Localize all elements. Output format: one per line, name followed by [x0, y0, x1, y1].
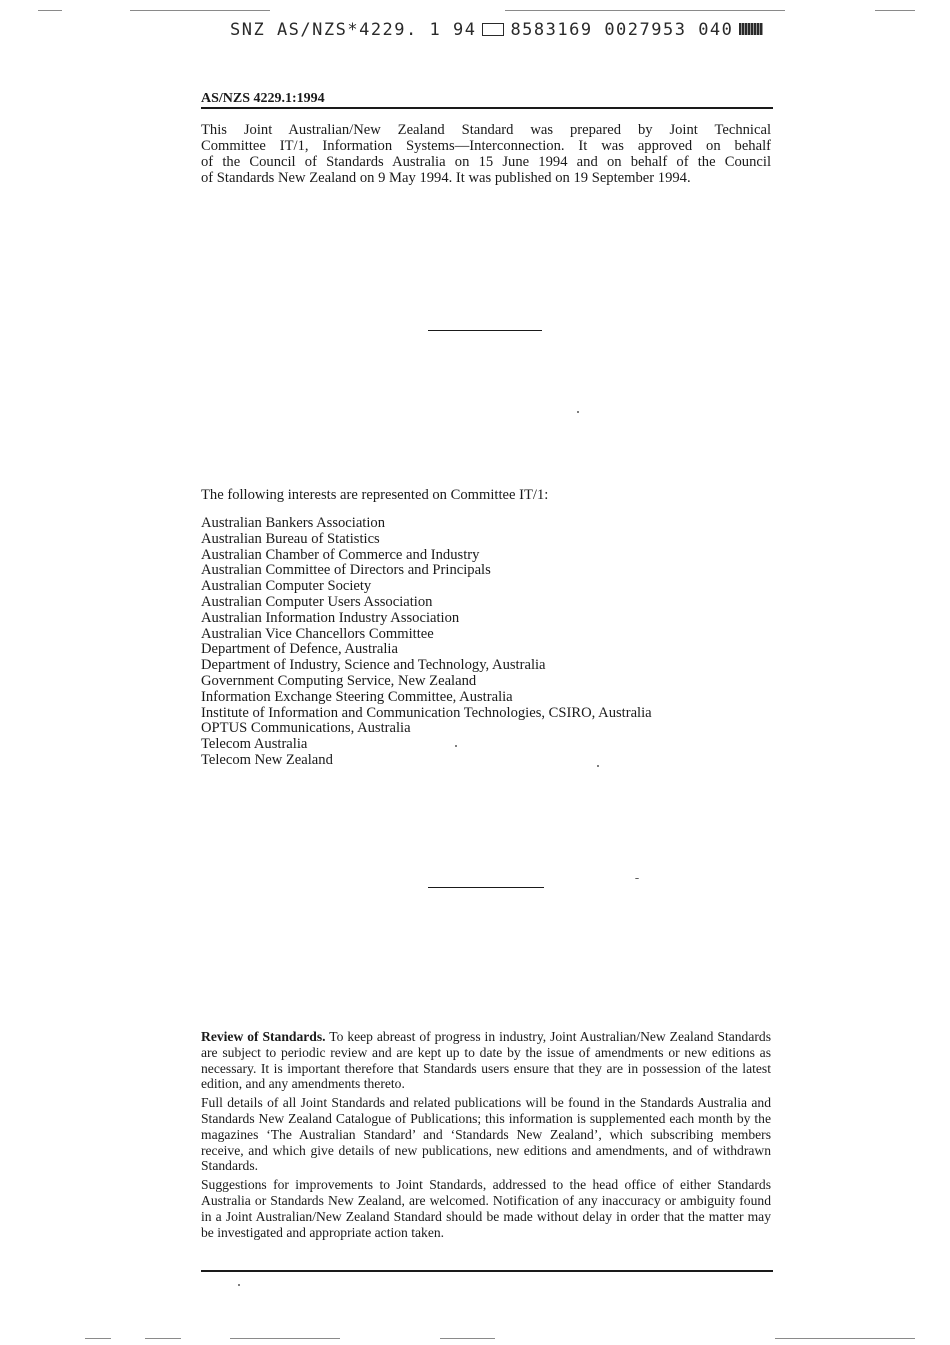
- scan-mark-bottom-4: [440, 1338, 495, 1339]
- list-item: Telecom New Zealand: [201, 751, 333, 768]
- header-rule: [201, 107, 773, 109]
- review-paragraph-1-text: To keep abreast of progress in industry, Joint Australian/New Zealand Standards are subject to periodic review and are kept up to date by the issue of amendments or new editions as necessary. It is important therefore that Standards users ensure that they are in possession of the latest edition, and any amendments thereto.: [201, 1029, 771, 1092]
- section-separator-1: [428, 330, 542, 331]
- section-separator-2: [428, 887, 544, 888]
- document-number: AS/NZS 4229.1:1994: [201, 91, 325, 106]
- approval-statement: [201, 122, 771, 186]
- list-item: Telecom Australia: [201, 736, 308, 753]
- list-item: OPTUS Communications, Australia: [201, 720, 411, 737]
- review-paragraph-2: Full details of all Joint Standards and related publications will be found in the Standards Australia and Standards New Zealand Catalogue of Publications; this information is supplemented each month by the magazines ‘The Australian Standard’ and ‘Standards New Zealand’, which subscribing members receive, and which give details of new publications, new editions and amendments, and of withdrawn Standards.: [201, 1095, 771, 1174]
- list-item: Australian Computer Users Association: [201, 593, 433, 610]
- scan-mark-top-left-2: [130, 10, 270, 11]
- scan-speck: [635, 878, 639, 879]
- list-item: Australian Bankers Association: [201, 515, 386, 531]
- list-item: Australian Bureau of Statistics: [201, 530, 380, 547]
- list-item: Department of Defence, Australia: [201, 641, 398, 658]
- scan-mark-bottom-2: [145, 1338, 181, 1339]
- committee-heading: The following interests are represented on Committee IT/1:: [201, 487, 549, 503]
- footer-rule: [201, 1270, 773, 1272]
- scan-mark-bottom-1: [85, 1338, 111, 1339]
- scan-box-icon: [482, 23, 504, 36]
- review-title: Review of Standards.: [201, 1029, 326, 1044]
- scan-code-header: [230, 20, 763, 40]
- review-paragraph-3: Suggestions for improvements to Joint Standards, addressed to the head office of either Standards Australia or Standards New Zealand, are welcomed. Notification of any inaccuracy or ambiguity found in a Joint Australian/New Zealand Standard should be made without delay in order that the matter may be investigated and appropriate action taken.: [201, 1177, 771, 1240]
- list-item: Australian Vice Chancellors Committee: [201, 625, 434, 642]
- scan-speck: [597, 765, 599, 767]
- scan-mark-top-right: [505, 10, 785, 11]
- approval-line-4: of Standards New Zealand on 9 May 1994. It was published on 19 September 1994.: [201, 170, 691, 186]
- list-item: Government Computing Service, New Zealand: [201, 672, 477, 689]
- scan-speck: [577, 411, 579, 413]
- approval-line-2: Committee IT/1, Information Systems—Interconnection. It was approved on behalf: [201, 138, 771, 154]
- scan-mark-bottom-5: [775, 1338, 915, 1339]
- list-item: Australian Committee of Directors and Principals: [201, 562, 491, 579]
- review-of-standards: [201, 1029, 771, 1243]
- scan-mark-top-left: [38, 10, 62, 11]
- review-paragraph-1: [201, 1029, 771, 1092]
- approval-line-3: of the Council of Standards Australia on 15 June 1994 and on behalf of the Council: [201, 154, 771, 170]
- scan-speck: [455, 745, 457, 747]
- scan-mark-top-far-right: [875, 10, 915, 11]
- committee-member-list: [201, 516, 652, 769]
- scan-code-suffix: 8583169 0027953 040: [510, 20, 734, 40]
- list-item: Department of Industry, Science and Technology, Australia: [201, 657, 546, 674]
- list-item: Australian Information Industry Association: [201, 609, 460, 626]
- list-item: Australian Chamber of Commerce and Industry: [201, 546, 480, 563]
- list-item: Institute of Information and Communication Technologies, CSIRO, Australia: [201, 704, 652, 721]
- list-item: Australian Computer Society: [201, 578, 372, 595]
- scan-speck: [238, 1284, 240, 1286]
- scan-block-icon: [739, 23, 763, 35]
- scan-mark-bottom-3: [230, 1338, 340, 1339]
- approval-line-1: This Joint Australian/New Zealand Standard was prepared by Joint Technical: [201, 122, 771, 138]
- list-item: Information Exchange Steering Committee, Australia: [201, 688, 513, 705]
- scan-code-prefix: SNZ AS/NZS*4229. 1 94: [230, 20, 477, 40]
